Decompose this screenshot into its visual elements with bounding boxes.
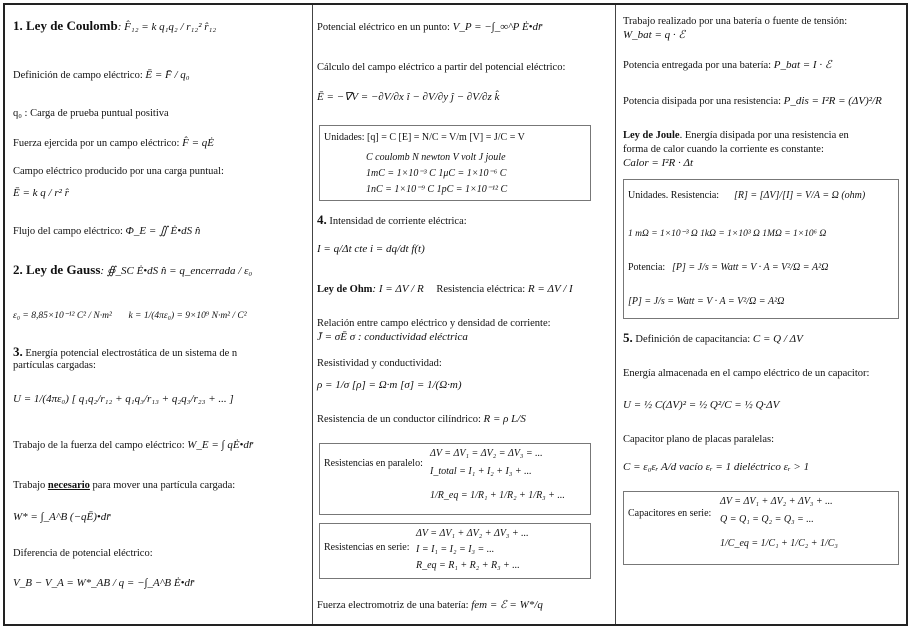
- formula: Ē = k q / r² r̂: [13, 187, 69, 199]
- formula: C = ε₀εᵣ A/d vacío εᵣ = 1 dieléctrico εᵣ > 1: [623, 461, 810, 473]
- formula: W* = ∫_A^B (−qĒ)•dr̄: [13, 511, 111, 523]
- constants: [13, 309, 311, 323]
- column-divider: [615, 5, 616, 624]
- resistivity-formula: [317, 379, 607, 392]
- current-formula: [317, 243, 607, 256]
- formula: Ē = F̄ / q₀: [145, 69, 190, 81]
- formula-line: R_eq = R₁ + R₂ + R₃ + ...: [416, 560, 520, 571]
- energy-formula: [13, 393, 311, 406]
- label: Capacitores en serie:: [628, 508, 712, 519]
- units-resistance-box: [623, 179, 899, 319]
- field-force: [13, 137, 311, 150]
- field-from-potential-formula: [317, 91, 607, 104]
- column-2: [317, 5, 607, 624]
- label: Definición de capacitancia:: [635, 334, 751, 345]
- formula: W_E = ∫ qĖ•dr̄: [187, 439, 254, 451]
- label: Campo eléctrico producido por una carga puntual:: [13, 166, 224, 177]
- label: Resistencias en serie:: [324, 542, 410, 553]
- potential-difference-formula: [13, 577, 311, 590]
- formula: V_P = −∫_∞^P Ė•dr̄: [452, 21, 543, 33]
- energy-section: [13, 345, 311, 360]
- units-line: 1nC = 1×10⁻⁹ C 1pC = 1×10⁻¹² C: [366, 184, 508, 195]
- label: Resistencias en paralelo:: [324, 458, 423, 469]
- point-potential: [317, 21, 607, 34]
- label: Definición de campo eléctrico:: [13, 70, 143, 81]
- parallel-resistors-box: [319, 443, 591, 515]
- formula: W_bat = q · ℰ: [623, 29, 686, 41]
- work-needed-label: [13, 479, 311, 492]
- label: Potencia:: [628, 262, 666, 273]
- label: Unidades. Resistencia:: [628, 190, 720, 201]
- formula: R = ΔV / I: [527, 283, 573, 295]
- battery-work-formula: [623, 29, 905, 42]
- formula: R = ρ L/S: [483, 413, 526, 425]
- formula-line: [P] = J/s = Watt = V · A = V²/Ω = A²Ω: [628, 296, 785, 307]
- label: Cálculo del campo eléctrico a partir del potencial eléctrico:: [317, 62, 566, 73]
- ohm-law: [317, 283, 607, 296]
- dissipated-power: [623, 95, 905, 108]
- label: Capacitor plano de placas paralelas:: [623, 434, 775, 445]
- plane-capacitor-label: [623, 433, 905, 446]
- plane-capacitor-formula: [623, 461, 905, 474]
- formula-line: I_total = I₁ + I₂ + I₃ + ...: [430, 466, 532, 477]
- formula: ρ = 1/σ [ρ] = Ω·m [σ] = 1/(Ω·m): [317, 379, 462, 391]
- epsilon-formula: ε₀ = 8,85×10⁻¹² C² / N·m²: [13, 311, 112, 321]
- formula: P_bat = I · ℰ: [773, 59, 832, 71]
- point-charge-field-label: [13, 165, 311, 178]
- formula: F̂ = qĖ: [182, 137, 214, 149]
- label: para mover una partícula cargada:: [92, 480, 236, 491]
- formula: Ē = −∇V = −∂V/∂x î − ∂V/∂y ĵ − ∂V/∂z k̂: [317, 91, 500, 103]
- label: Trabajo realizado por una batería o fuente de tensión:: [623, 16, 848, 27]
- label: forma de calor cuando la corriente es constante:: [623, 144, 824, 155]
- formula-line: I = I₁ = I₂ = I₃ = ...: [416, 544, 495, 555]
- column-3: [623, 5, 905, 624]
- resistivity-label: [317, 357, 607, 370]
- field-definition: [13, 69, 311, 82]
- field-work: [13, 439, 311, 452]
- label: partículas cargadas:: [13, 360, 96, 371]
- label: Diferencia de potencial eléctrico:: [13, 548, 153, 559]
- formula-line: Q = Q₁ = Q₂ = Q₃ = ...: [720, 514, 814, 525]
- formula: fem = ℰ = W*/q: [471, 599, 543, 611]
- label: Potencial eléctrico en un punto:: [317, 22, 450, 33]
- label: Resistividad y conductividad:: [317, 358, 442, 369]
- work-needed-formula: [13, 511, 311, 524]
- emphasis: necesario: [47, 480, 90, 491]
- formula-sheet: [3, 3, 908, 626]
- series-resistors-box: [319, 523, 591, 579]
- battery-work-label: [623, 15, 905, 28]
- formula: V_B − V_A = W*_AB / q = −∫_A^B Ė•dr̄: [13, 577, 195, 589]
- cylinder-resistance: [317, 413, 607, 426]
- formula-line: 1/C_eq = 1/C₁ + 1/C₂ + 1/C₃: [720, 538, 838, 549]
- relation-label: [317, 317, 607, 330]
- section-number: 5.: [623, 330, 633, 345]
- section-number: 3.: [13, 344, 23, 359]
- label: Energía potencial electrostática de un sistema de n: [25, 348, 238, 359]
- formula-line: ΔV = ΔV₁ + ΔV₂ + ΔV₃ + ...: [720, 496, 833, 507]
- emf: [317, 599, 607, 612]
- units-box: [319, 125, 591, 201]
- formula-line: 1 mΩ = 1×10⁻³ Ω 1kΩ = 1×10³ Ω 1MΩ = 1×10⁶ Ω: [628, 229, 827, 239]
- battery-power: [623, 59, 905, 72]
- label: Potencia entregada por una batería:: [623, 60, 772, 71]
- formula: [P] = J/s = Watt = V · A = V²/Ω = A²Ω: [672, 262, 829, 273]
- units-line: C coulomb N newton V volt J joule: [366, 152, 506, 163]
- gauss-law: [13, 263, 311, 278]
- label: Intensidad de corriente eléctrica:: [329, 216, 467, 227]
- formula: Φ_E = ∬ Ė•dS n̂: [125, 225, 201, 237]
- label: Trabajo de la fuerza del campo eléctrico:: [13, 440, 185, 451]
- joule-law: [623, 129, 905, 142]
- joule-law-line2: [623, 143, 905, 156]
- formula: C = Q / ΔV: [752, 333, 803, 345]
- section-title: Ley de Joule: [623, 130, 680, 141]
- formula-line: ΔV = ΔV₁ = ΔV₂ = ΔV₃ = ...: [430, 448, 543, 459]
- formula: Calor = I²R · Δt: [623, 157, 694, 169]
- label: Relación entre campo eléctrico y densidad de corriente:: [317, 318, 551, 329]
- label: . Energía disipada por una resistencia en: [679, 130, 849, 141]
- formula: U = ½ C(ΔV)² = ½ Q²/C = ½ Q·ΔV: [623, 399, 780, 411]
- label: Fuerza ejercida por un campo eléctrico:: [13, 138, 180, 149]
- capacitors-series-box: [623, 491, 899, 565]
- formula: P_dis = I²R = (ΔV)²/R: [783, 95, 882, 107]
- formula: J̄ = σĒ σ : conductividad eléctrica: [317, 331, 468, 343]
- current-section: [317, 213, 607, 228]
- section-title: 1. Ley de Coulomb: [13, 18, 118, 33]
- potential-difference-label: [13, 547, 311, 560]
- label: Trabajo: [13, 480, 46, 491]
- formula: I = q/Δt cte i = dq/dt f(t): [317, 243, 425, 255]
- energy-section-line2: [13, 359, 311, 372]
- coulomb-law: [13, 19, 311, 34]
- electric-flux: [13, 225, 311, 238]
- formula: : I = ΔV / R: [372, 283, 424, 295]
- units-line: 1mC = 1×10⁻³ C 1μC = 1×10⁻⁶ C: [366, 168, 507, 179]
- formula: : ∯_SC Ė•dS n̂ = q_encerrada / ε₀: [100, 265, 253, 277]
- point-charge-field-formula: [13, 187, 311, 200]
- formula: [R] = [ΔV]/[I] = V/A = Ω (ohm): [734, 190, 866, 201]
- joule-formula: [623, 157, 905, 170]
- formula-line: ΔV = ΔV₁ + ΔV₂ + ΔV₃ + ...: [416, 528, 529, 539]
- field-from-potential-label: [317, 61, 607, 74]
- section-title: Ley de Ohm: [317, 284, 373, 295]
- k-formula: k = 1/(4πε₀) = 9×10⁹ N·m² / C²: [128, 311, 247, 321]
- column-1: [13, 5, 311, 624]
- capacitor-energy-formula: [623, 399, 905, 412]
- label: Potencia disipada por una resistencia:: [623, 96, 782, 107]
- formula: U = 1/(4πε₀) [ q₁q₂/r₁₂ + q₁q₃/r₁₃ + q₂q₃/r₂₃ + ... ]: [13, 393, 234, 405]
- capacitance-section: [623, 331, 905, 346]
- label: q₀ : Carga de prueba puntual positiva: [13, 108, 169, 119]
- capacitor-energy-label: [623, 367, 905, 380]
- label: Energía almacenada en el campo eléctrico de un capacitor:: [623, 368, 870, 379]
- section-number: 4.: [317, 212, 327, 227]
- formula: : F̂₁₂ = k q₁q₂ / r₁₂² r̂₁₂: [117, 21, 217, 33]
- units-line: Unidades: [q] = C [E] = N/C = V/m [V] = J/C = V: [324, 132, 525, 143]
- label: Resistencia de un conductor cilíndrico:: [317, 414, 481, 425]
- test-charge-note: [13, 107, 311, 120]
- formula-line: 1/R_eq = 1/R₁ + 1/R₂ + 1/R₃ + ...: [430, 490, 565, 501]
- label: Resistencia eléctrica:: [436, 284, 526, 295]
- column-divider: [312, 5, 313, 624]
- label: Fuerza electromotriz de una batería:: [317, 600, 469, 611]
- section-title: 2. Ley de Gauss: [13, 262, 101, 277]
- relation-formula: [317, 331, 607, 344]
- label: Flujo del campo eléctrico:: [13, 226, 123, 237]
